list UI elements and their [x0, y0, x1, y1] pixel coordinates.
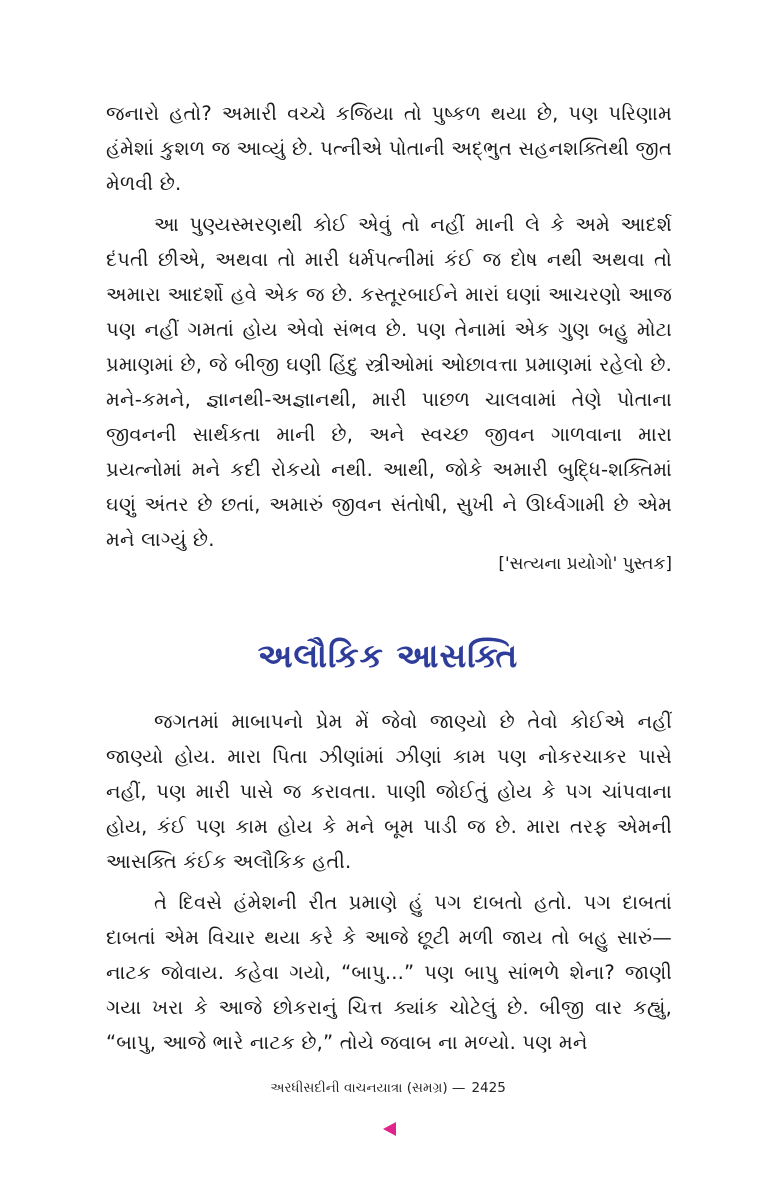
- footer-book-title: અરધીસદીની વાચનયાત્રા (સમગ્ર) —: [270, 1080, 466, 1096]
- paragraph-continued: જનારો હતો? અમારી વચ્ચે કજિયા તો પુષ્કળ થયા છે, પણ પરિણામ હંમેશાં કુશળ જ આવ્યું છે. પત્નીએ પોતાની અદ્ભુત સહનશક્તિથી જીત મેળવી છે.: [106, 102, 672, 195]
- source-citation: ['સત્યના પ્રયોગો' પુસ્તક]: [498, 554, 672, 574]
- paragraph: તે દિવસે હંમેશની રીત પ્રમાણે હું પગ દાબતો હતો. પગ દાબતાં દાબતાં એમ વિચાર થયા કરે કે આજે છૂટી મળી જાય તો બહુ સારું—નાટક જોવાય. કહેવા ગયો, “બાપુ...” પણ બાપુ સાંભળે શેના? જાણી ગયા ખરા કે આજે છોકરાનું ચિત્ત ક્યાંક ચોટેલું છે. બીજી વાર કહ્યું, “બાપુ, આજે ભારે નાટક છે,” તોયે જવાબ ના મળ્યો. પણ મને: [106, 891, 672, 1054]
- section-1-body: [106, 96, 672, 557]
- section-2-body: [106, 704, 672, 1060]
- page-footer: [0, 1078, 776, 1098]
- paragraph: આ પુણ્યસ્મરણથી કોઈ એવું તો નહીં માની લે કે અમે આદર્શ દંપતી છીએ, અથવા તો મારી ધર્મપત્નીમાં કંઈ જ દોષ નથી અથવા તો અમારા આદર્શો હવે એક જ છે. કસ્તૂરબાઈને મારાં ઘણાં આચરણો આજ પણ નહીં ગમતાં હોય એવો સંભવ છે. પણ તેનામાં એક ગુણ બહુ મોટા પ્રમાણમાં છે, જે બીજી ઘણી હિંદુ સ્ત્રીઓમાં ઓછાવત્તા પ્રમાણમાં રહેલો છે. મને-કમને, જ્ઞાનથી-અજ્ઞાનથી, મારી પાછળ ચાલવામાં તેણે પોતાના જીવનની સાર્થકતા માની છે, અને સ્વચ્છ જીવન ગાળવાના મારા પ્રયત્નોમાં મને કદી રોકયો નથી. આથી, જોકે અમારી બુદ્ધિ-શક્તિમાં ઘણું અંતર છે છતાં, અમારું જીવન સંતોષી, સુખી ને ઊર્ધ્વગામી છે એમ મને લાગ્યું છે.: [106, 213, 672, 551]
- paragraph: જગતમાં માબાપનો પ્રેમ મેં જેવો જાણ્યો છે તેવો કોઈએ નહીં જાણ્યો હોય. મારા પિતા ઝીણાંમાં ઝીણાં કામ પણ નોકરચાકર પાસે નહીં, પણ મારી પાસે જ કરાવતા. પાણી જોઈતું હોય કે પગ ચાંપવાના હોય, કંઈ પણ કામ હોય કે મને બૂમ પાડી જ છે. મારા તરફ એમની આસક્તિ કંઈક અલૌકિક હતી.: [106, 710, 672, 873]
- left-triangle-icon: [383, 1122, 396, 1136]
- section-title: અલૌકિક આસક્તિ: [257, 636, 519, 675]
- page-number: 2425: [471, 1080, 506, 1096]
